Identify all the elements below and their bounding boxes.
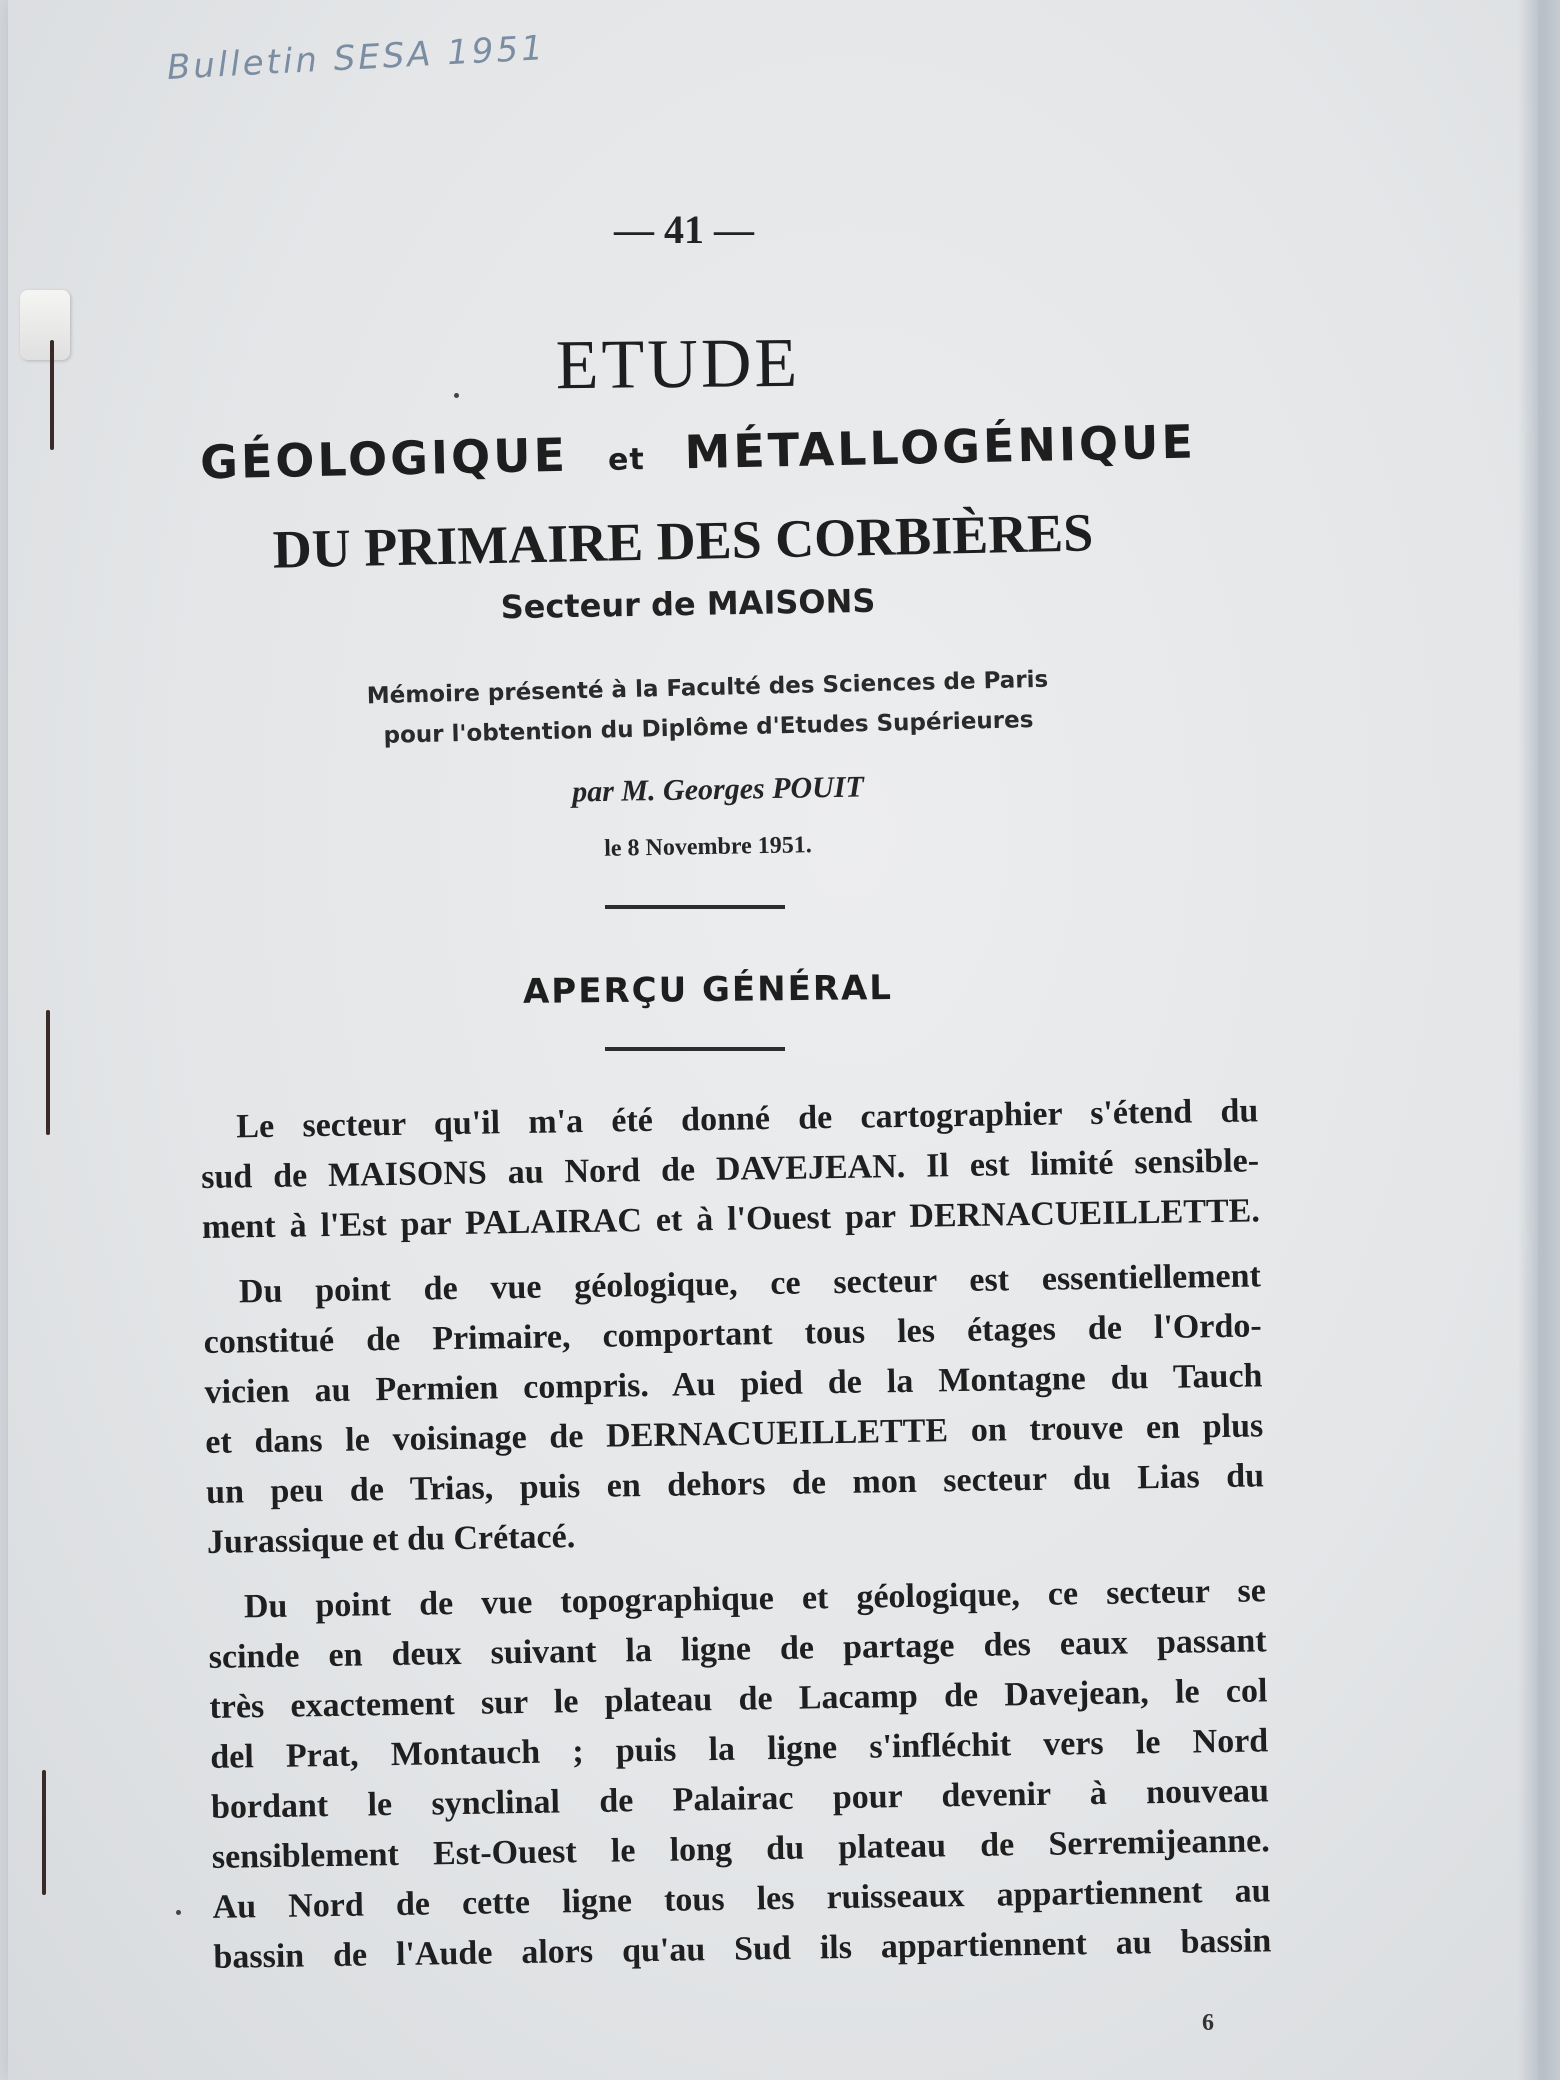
text-line: Au Nord de cette ligne tous les ruisseaux appartiennent au xyxy=(212,1872,1271,1926)
page-number: — 41 — xyxy=(614,207,754,252)
ink-speck xyxy=(176,1910,181,1915)
title-sector: Secteur de MAISONS xyxy=(500,581,876,627)
title-metallogenique: MÉTALLOGÉNIQUE xyxy=(684,414,1197,480)
text-line: constitué de Primaire, comportant tous les étages de l'Ordo- xyxy=(203,1307,1262,1361)
title-geologique-metallogenique xyxy=(198,415,1199,490)
memoire-line: pour l'obtention du Diplôme d'Etudes Supérieures xyxy=(383,707,1034,749)
paragraph xyxy=(208,1566,1272,1983)
footer-mark: 6 xyxy=(1202,2010,1214,2036)
title-primaire: DU PRIMAIRE DES CORBIÈRES xyxy=(272,502,1094,580)
text-line: très exactement sur le plateau de Lacamp de Davejean, le col xyxy=(209,1672,1268,1726)
text-line: sensiblement Est-Ouest le long du plateau de Serremijeanne. xyxy=(211,1822,1271,1876)
text-line: et dans le voisinage de DERNACUEILLETTE on trouve en plus xyxy=(205,1407,1264,1461)
text-line: un peu de Trias, puis en dehors de mon secteur du Lias du xyxy=(205,1457,1265,1511)
divider-rule xyxy=(605,1047,785,1051)
paragraph xyxy=(200,1086,1260,1253)
text-line: bordant le synclinal de Palairac pour devenir à nouveau xyxy=(210,1772,1270,1826)
body-text xyxy=(200,1086,1272,1998)
binding-tape xyxy=(20,290,70,360)
section-heading: APERÇU GÉNÉRAL xyxy=(522,968,894,1012)
text-line: vicien au Permien compris. Au pied de la Montagne du Tauch xyxy=(204,1357,1263,1411)
author-line: par M. Georges POUIT xyxy=(571,770,865,809)
binding-stitch xyxy=(50,340,54,450)
title-etude: ETUDE xyxy=(555,324,801,405)
page-edge-shadow xyxy=(1518,0,1560,2080)
text-line: bassin de l'Aude alors qu'au Sud ils appartiennent au bassin xyxy=(213,1922,1272,1976)
handwritten-note: Bulletin SESA 1951 xyxy=(166,28,547,88)
text-line: Du point de vue géologique, ce secteur est essentiellement xyxy=(238,1257,1262,1311)
memoire-note xyxy=(327,659,1089,758)
memoire-line: Mémoire présenté à la Faculté des Sciences de Paris xyxy=(366,666,1049,710)
title-geologique: GÉOLOGIQUE xyxy=(199,427,569,490)
binding-stitch xyxy=(46,1010,50,1135)
divider-rule xyxy=(605,905,785,909)
text-line: ment à l'Est par PALAIRAC et à l'Ouest par DERNACUEILLETTE. xyxy=(201,1192,1261,1246)
title-connector: et xyxy=(607,442,646,478)
text-line: Du point de vue topographique et géologique, ce secteur se xyxy=(243,1572,1267,1626)
text-line: Jurassique et du Crétacé. xyxy=(206,1518,576,1561)
date-line: le 8 Novembre 1951. xyxy=(604,832,812,862)
text-line: Le secteur qu'il m'a été donné de cartographier s'étend du xyxy=(236,1092,1259,1146)
text-line: sud de MAISONS au Nord de DAVEJEAN. Il est limité sensible- xyxy=(200,1142,1260,1196)
text-line: scinde en deux suivant la ligne de partage des eaux passant xyxy=(208,1622,1267,1676)
paper-sheet xyxy=(8,0,1538,2080)
ink-speck xyxy=(454,393,459,398)
paragraph xyxy=(203,1251,1266,1568)
binding-stitch xyxy=(42,1770,46,1895)
text-line: del Prat, Montauch ; puis la ligne s'infléchit vers le Nord xyxy=(209,1722,1269,1776)
